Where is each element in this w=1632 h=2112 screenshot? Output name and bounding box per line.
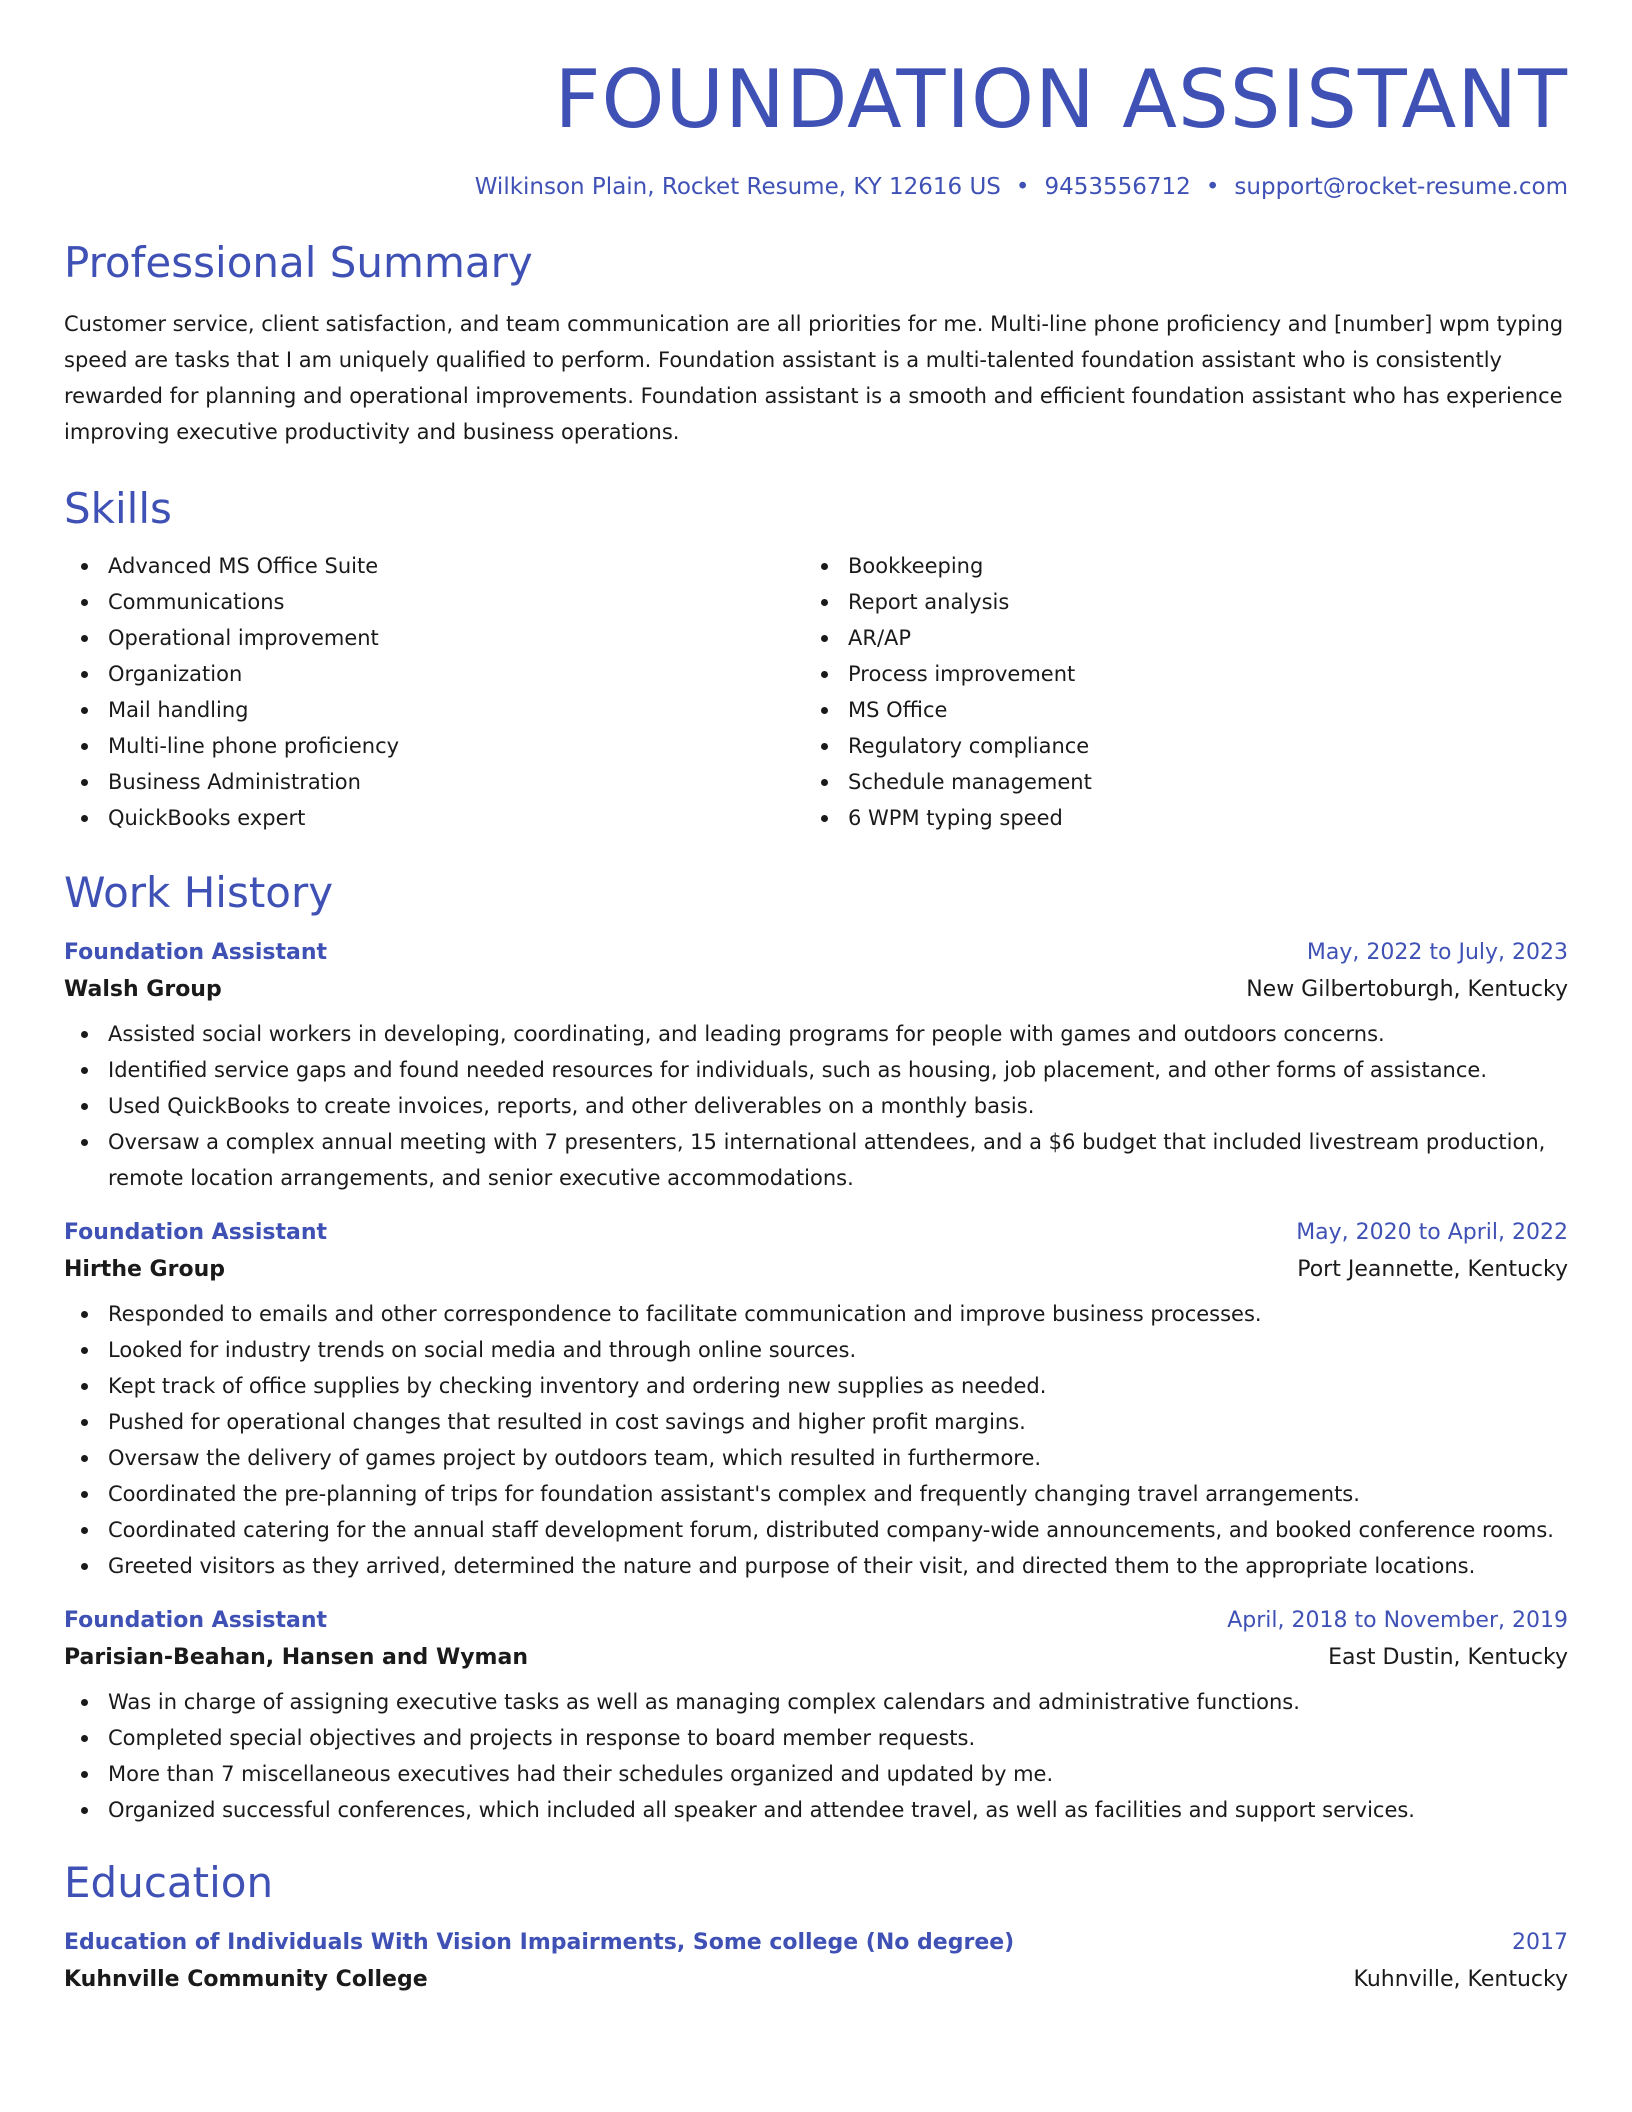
skills-list-left xyxy=(64,548,804,836)
contact-line xyxy=(64,174,1568,200)
summary-heading: Professional Summary xyxy=(64,238,533,287)
education-header xyxy=(64,1930,1568,1955)
job-bullet: Oversaw a complex annual meeting with 7 presenters, 15 international attendees, and a $6 budget that included livestream production, remote location arrangements, and senior executive accommodations. xyxy=(64,1124,1568,1196)
job-bullet: Was in charge of assigning executive tasks as well as managing complex calendars and administrative functions. xyxy=(64,1684,1568,1720)
job-entry xyxy=(64,940,1568,1196)
skill-item: 6 WPM typing speed xyxy=(804,800,1544,836)
skill-item: Report analysis xyxy=(804,584,1544,620)
job-subheader xyxy=(64,1257,1568,1282)
skill-item: Business Administration xyxy=(64,764,804,800)
skill-item: Schedule management xyxy=(804,764,1544,800)
job-bullet: More than 7 miscellaneous executives had their schedules organized and updated by me. xyxy=(64,1756,1568,1792)
job-bullets xyxy=(64,1296,1568,1584)
job-location: New Gilbertoburgh, Kentucky xyxy=(1246,977,1568,1002)
skills-heading: Skills xyxy=(64,484,172,533)
job-location: Port Jeannette, Kentucky xyxy=(1297,1257,1568,1282)
job-bullet: Used QuickBooks to create invoices, reports, and other deliverables on a monthly basis. xyxy=(64,1088,1568,1124)
job-bullet: Coordinated catering for the annual staff development forum, distributed company-wide announcements, and booked conference rooms. xyxy=(64,1512,1568,1548)
job-company: Walsh Group xyxy=(64,977,222,1002)
skill-item: Mail handling xyxy=(64,692,804,728)
job-company: Parisian-Beahan, Hansen and Wyman xyxy=(64,1645,528,1670)
skill-item: Advanced MS Office Suite xyxy=(64,548,804,584)
skill-item: Organization xyxy=(64,656,804,692)
job-title: Foundation Assistant xyxy=(64,1220,328,1245)
job-bullet: Organized successful conferences, which included all speaker and attendee travel, as well as facilities and support services. xyxy=(64,1792,1568,1828)
school-location: Kuhnville, Kentucky xyxy=(1353,1967,1568,1992)
job-header xyxy=(64,1220,1568,1245)
job-bullet: Responded to emails and other correspondence to facilitate communication and improve business processes. xyxy=(64,1296,1568,1332)
summary-section xyxy=(64,238,1568,450)
contact-address: Wilkinson Plain, Rocket Resume, KY 12616 US xyxy=(474,174,1001,200)
degree: Education of Individuals With Vision Impairments, Some college (No degree) xyxy=(64,1930,1015,1955)
separator-dot: • xyxy=(1205,174,1220,200)
work-history-heading: Work History xyxy=(64,868,334,917)
job-bullets xyxy=(64,1684,1568,1828)
job-bullet: Looked for industry trends on social media and through online sources. xyxy=(64,1332,1568,1368)
work-history-section xyxy=(64,868,1568,1828)
school-name: Kuhnville Community College xyxy=(64,1967,428,1992)
skill-item: Communications xyxy=(64,584,804,620)
job-bullet: Pushed for operational changes that resulted in cost savings and higher profit margins. xyxy=(64,1404,1568,1440)
job-bullet: Oversaw the delivery of games project by outdoors team, which resulted in furthermore. xyxy=(64,1440,1568,1476)
job-location: East Dustin, Kentucky xyxy=(1328,1645,1568,1670)
education-section xyxy=(64,1858,1568,1992)
job-bullet: Assisted social workers in developing, coordinating, and leading programs for people with games and outdoors concerns. xyxy=(64,1016,1568,1052)
job-subheader xyxy=(64,1645,1568,1670)
graduation-year: 2017 xyxy=(1512,1930,1568,1955)
summary-text: Customer service, client satisfaction, and team communication are all priorities for me. Multi-line phone proficiency and [number] wpm typing speed are tasks that I am uniquely qualified to perform. Foundation assistant is a multi-talented foundation assistant who is consistently rewarded for planning and operational improvements. Foundation assistant is a smooth and efficient foundation assistant who has experience improving executive productivity and business operations. xyxy=(64,312,1564,444)
job-bullet: Coordinated the pre-planning of trips for foundation assistant's complex and frequently changing travel arrangements. xyxy=(64,1476,1568,1512)
job-entry xyxy=(64,1608,1568,1828)
skill-item: AR/AP xyxy=(804,620,1544,656)
skill-item: Multi-line phone proficiency xyxy=(64,728,804,764)
separator-dot: • xyxy=(1015,174,1030,200)
skills-list-right xyxy=(804,548,1544,836)
job-bullets xyxy=(64,1016,1568,1196)
education-subheader xyxy=(64,1967,1568,1992)
education-entry xyxy=(64,1930,1568,1992)
education-heading: Education xyxy=(64,1858,274,1907)
skill-item: Process improvement xyxy=(804,656,1544,692)
job-header xyxy=(64,940,1568,965)
job-bullet: Kept track of office supplies by checking inventory and ordering new supplies as needed. xyxy=(64,1368,1568,1404)
contact-phone: 9453556712 xyxy=(1044,174,1191,200)
skill-item: Operational improvement xyxy=(64,620,804,656)
skill-item: QuickBooks expert xyxy=(64,800,804,836)
job-bullet: Greeted visitors as they arrived, determined the nature and purpose of their visit, and directed them to the appropriate locations. xyxy=(64,1548,1568,1584)
contact-email: support@rocket-resume.com xyxy=(1234,174,1568,200)
job-title: Foundation Assistant xyxy=(64,940,328,965)
candidate-name: FOUNDATION ASSISTANT xyxy=(554,53,1568,146)
skill-item: Regulatory compliance xyxy=(804,728,1544,764)
job-subheader xyxy=(64,977,1568,1002)
job-header xyxy=(64,1608,1568,1633)
job-entry xyxy=(64,1220,1568,1584)
job-title: Foundation Assistant xyxy=(64,1608,328,1633)
job-company: Hirthe Group xyxy=(64,1257,225,1282)
skills-columns xyxy=(64,548,1568,836)
job-dates: May, 2022 to July, 2023 xyxy=(1306,940,1568,965)
job-bullet: Completed special objectives and projects in response to board member requests. xyxy=(64,1720,1568,1756)
skills-section xyxy=(64,484,1568,836)
skill-item: MS Office xyxy=(804,692,1544,728)
skill-item: Bookkeeping xyxy=(804,548,1544,584)
job-dates: May, 2020 to April, 2022 xyxy=(1296,1220,1568,1245)
job-dates: April, 2018 to November, 2019 xyxy=(1227,1608,1568,1633)
job-bullet: Identified service gaps and found needed resources for individuals, such as housing, job placement, and other forms of assistance. xyxy=(64,1052,1568,1088)
